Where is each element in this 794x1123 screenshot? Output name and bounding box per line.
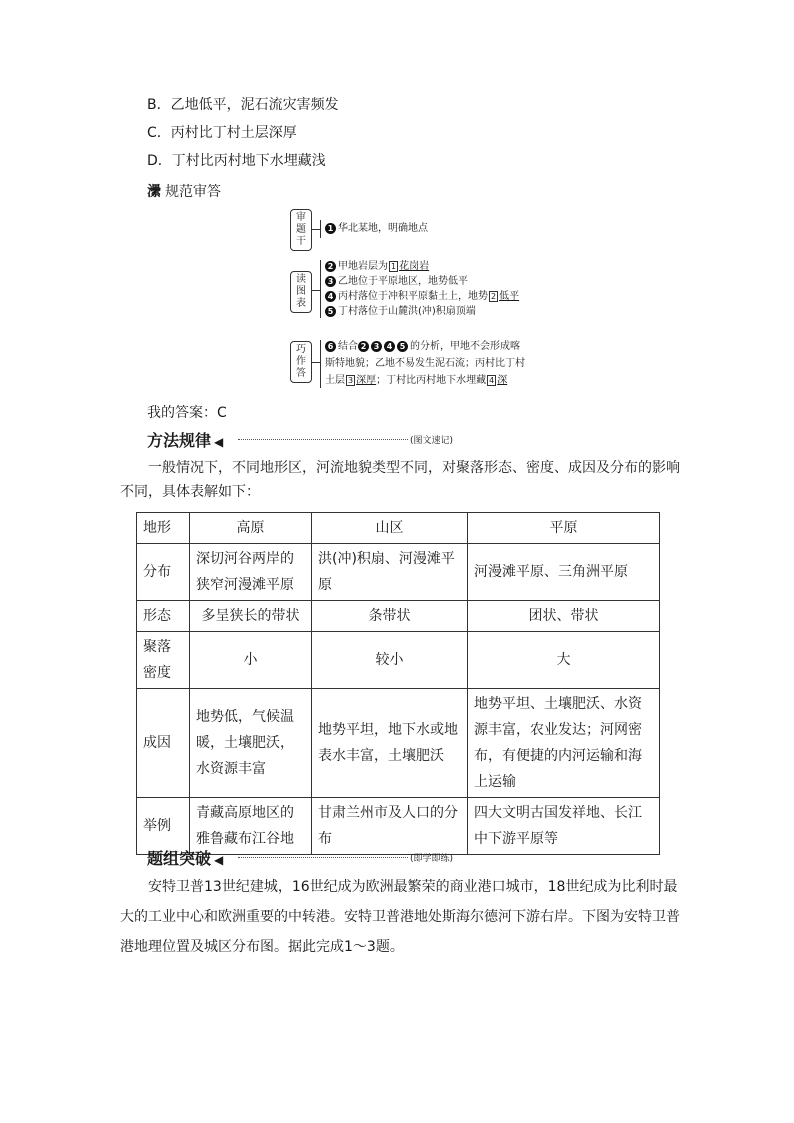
review-line-3: 3 乙地位于平原地区，地势低平 [325, 275, 468, 288]
table-row [137, 689, 660, 798]
practice-text: 安特卫普13世纪建城，16世纪成为欧洲最繁荣的商业港口城市，18世纪成为比利时最大的工业中心和欧洲重要的中转港。安特卫普港地处斯海尔德河下游右岸。下图为安特卫普港地理位置及城区分布图。据此完成1～3题。 [120, 879, 680, 955]
review-label-answer: 巧 作 答 [290, 341, 312, 383]
method-intro: 一般情况下，不同地形区，河流地貌类型不同，对聚落形态、密度、成因及分布的影响不同，具体表解如下： [120, 460, 680, 500]
table-cell: 地势平坦，地下水或地表水丰富，土壤肥沃 [312, 689, 468, 798]
my-answer: 我的答案：C [147, 405, 227, 421]
review-line-4: 4 丙村落位于冲积平原黏土上，地势 2 低平 [325, 290, 519, 303]
table-cell: 条带状 [312, 601, 468, 632]
table-header-row [137, 513, 660, 544]
table-cell: 大 [468, 632, 660, 689]
table-row [137, 544, 660, 601]
table-row [137, 632, 660, 689]
table-cell: 形态 [137, 601, 190, 632]
table-cell: 小 [190, 632, 312, 689]
option-c: C．丙村比丁村土层深厚 [147, 125, 297, 141]
table-header-cell: 平原 [468, 513, 660, 544]
review-label-chart: 读 图 表 [290, 271, 312, 313]
method-title: 方法规律 ◀ [147, 431, 224, 450]
bracket [320, 220, 321, 238]
table-cell: 洪(冲)积扇、河漫滩平原 [312, 544, 468, 601]
option-b: B．乙地低平，泥石流灾害频发 [147, 97, 339, 113]
table-header-cell: 山区 [312, 513, 468, 544]
review-icon: 㶟 [147, 184, 161, 200]
table-cell: 较小 [312, 632, 468, 689]
settlement-table [136, 512, 660, 855]
review-heading-text: 规范审答 [165, 184, 221, 200]
table-cell: 青藏高原地区的雅鲁藏布江谷地 [190, 798, 312, 855]
table-cell: 团状、带状 [468, 601, 660, 632]
table-cell: 聚落密度 [137, 632, 190, 689]
bracket [320, 260, 321, 318]
dotted-divider [238, 439, 408, 440]
method-note: (图文速记) [410, 436, 454, 446]
review-label-question: 审 题 干 [290, 209, 312, 251]
table-cell: 河漫滩平原、三角洲平原 [468, 544, 660, 601]
review-line-5: 5 丁村落位于山麓洪(冲)积扇顶端 [325, 305, 476, 318]
review-line-1: 1 华北某地，明确地点 [325, 222, 428, 235]
table-header-cell: 高原 [190, 513, 312, 544]
review-line-8: 土层 3 深厚；丁村比丙村地下水埋藏 4 深 [325, 375, 508, 386]
table-cell: 成因 [137, 689, 190, 798]
table-cell: 地势低，气候温暖，土壤肥沃，水资源丰富 [190, 689, 312, 798]
table-cell: 举例 [137, 798, 190, 855]
triangle-left-icon: ◀ [214, 853, 224, 867]
connector [312, 290, 320, 291]
review-heading [147, 181, 221, 201]
table-cell: 甘肃兰州市及人口的分布 [312, 798, 468, 855]
connector [312, 362, 320, 363]
connector [312, 229, 320, 230]
review-line-7: 斯特地貌；乙地不易发生泥石流；丙村比丁村 [325, 358, 525, 369]
practice-title: 题组突破 ◀ [147, 849, 224, 868]
triangle-left-icon: ◀ [214, 435, 224, 449]
dotted-divider [238, 857, 408, 858]
table-cell: 分布 [137, 544, 190, 601]
review-line-2: 2 甲地岩层为 1 花岗岩 [325, 260, 429, 273]
option-d: D．丁村比丙村地下水埋藏浅 [147, 153, 326, 169]
table-row [137, 601, 660, 632]
table-cell: 多呈狭长的带状 [190, 601, 312, 632]
bracket [320, 340, 321, 388]
review-line-6: 6 结合 2 3 4 5 的分析，甲地不会形成喀 [325, 340, 520, 353]
table-cell: 深切河谷两岸的狭窄河漫滩平原 [190, 544, 312, 601]
table-header-cell: 地形 [137, 513, 190, 544]
table-cell: 四大文明古国发祥地、长江中下游平原等 [468, 798, 660, 855]
practice-note: (即学即练) [410, 854, 454, 864]
table-cell: 地势平坦、土壤肥沃、水资源丰富，农业发达；河网密布，有便捷的内河运输和海上运输 [468, 689, 660, 798]
